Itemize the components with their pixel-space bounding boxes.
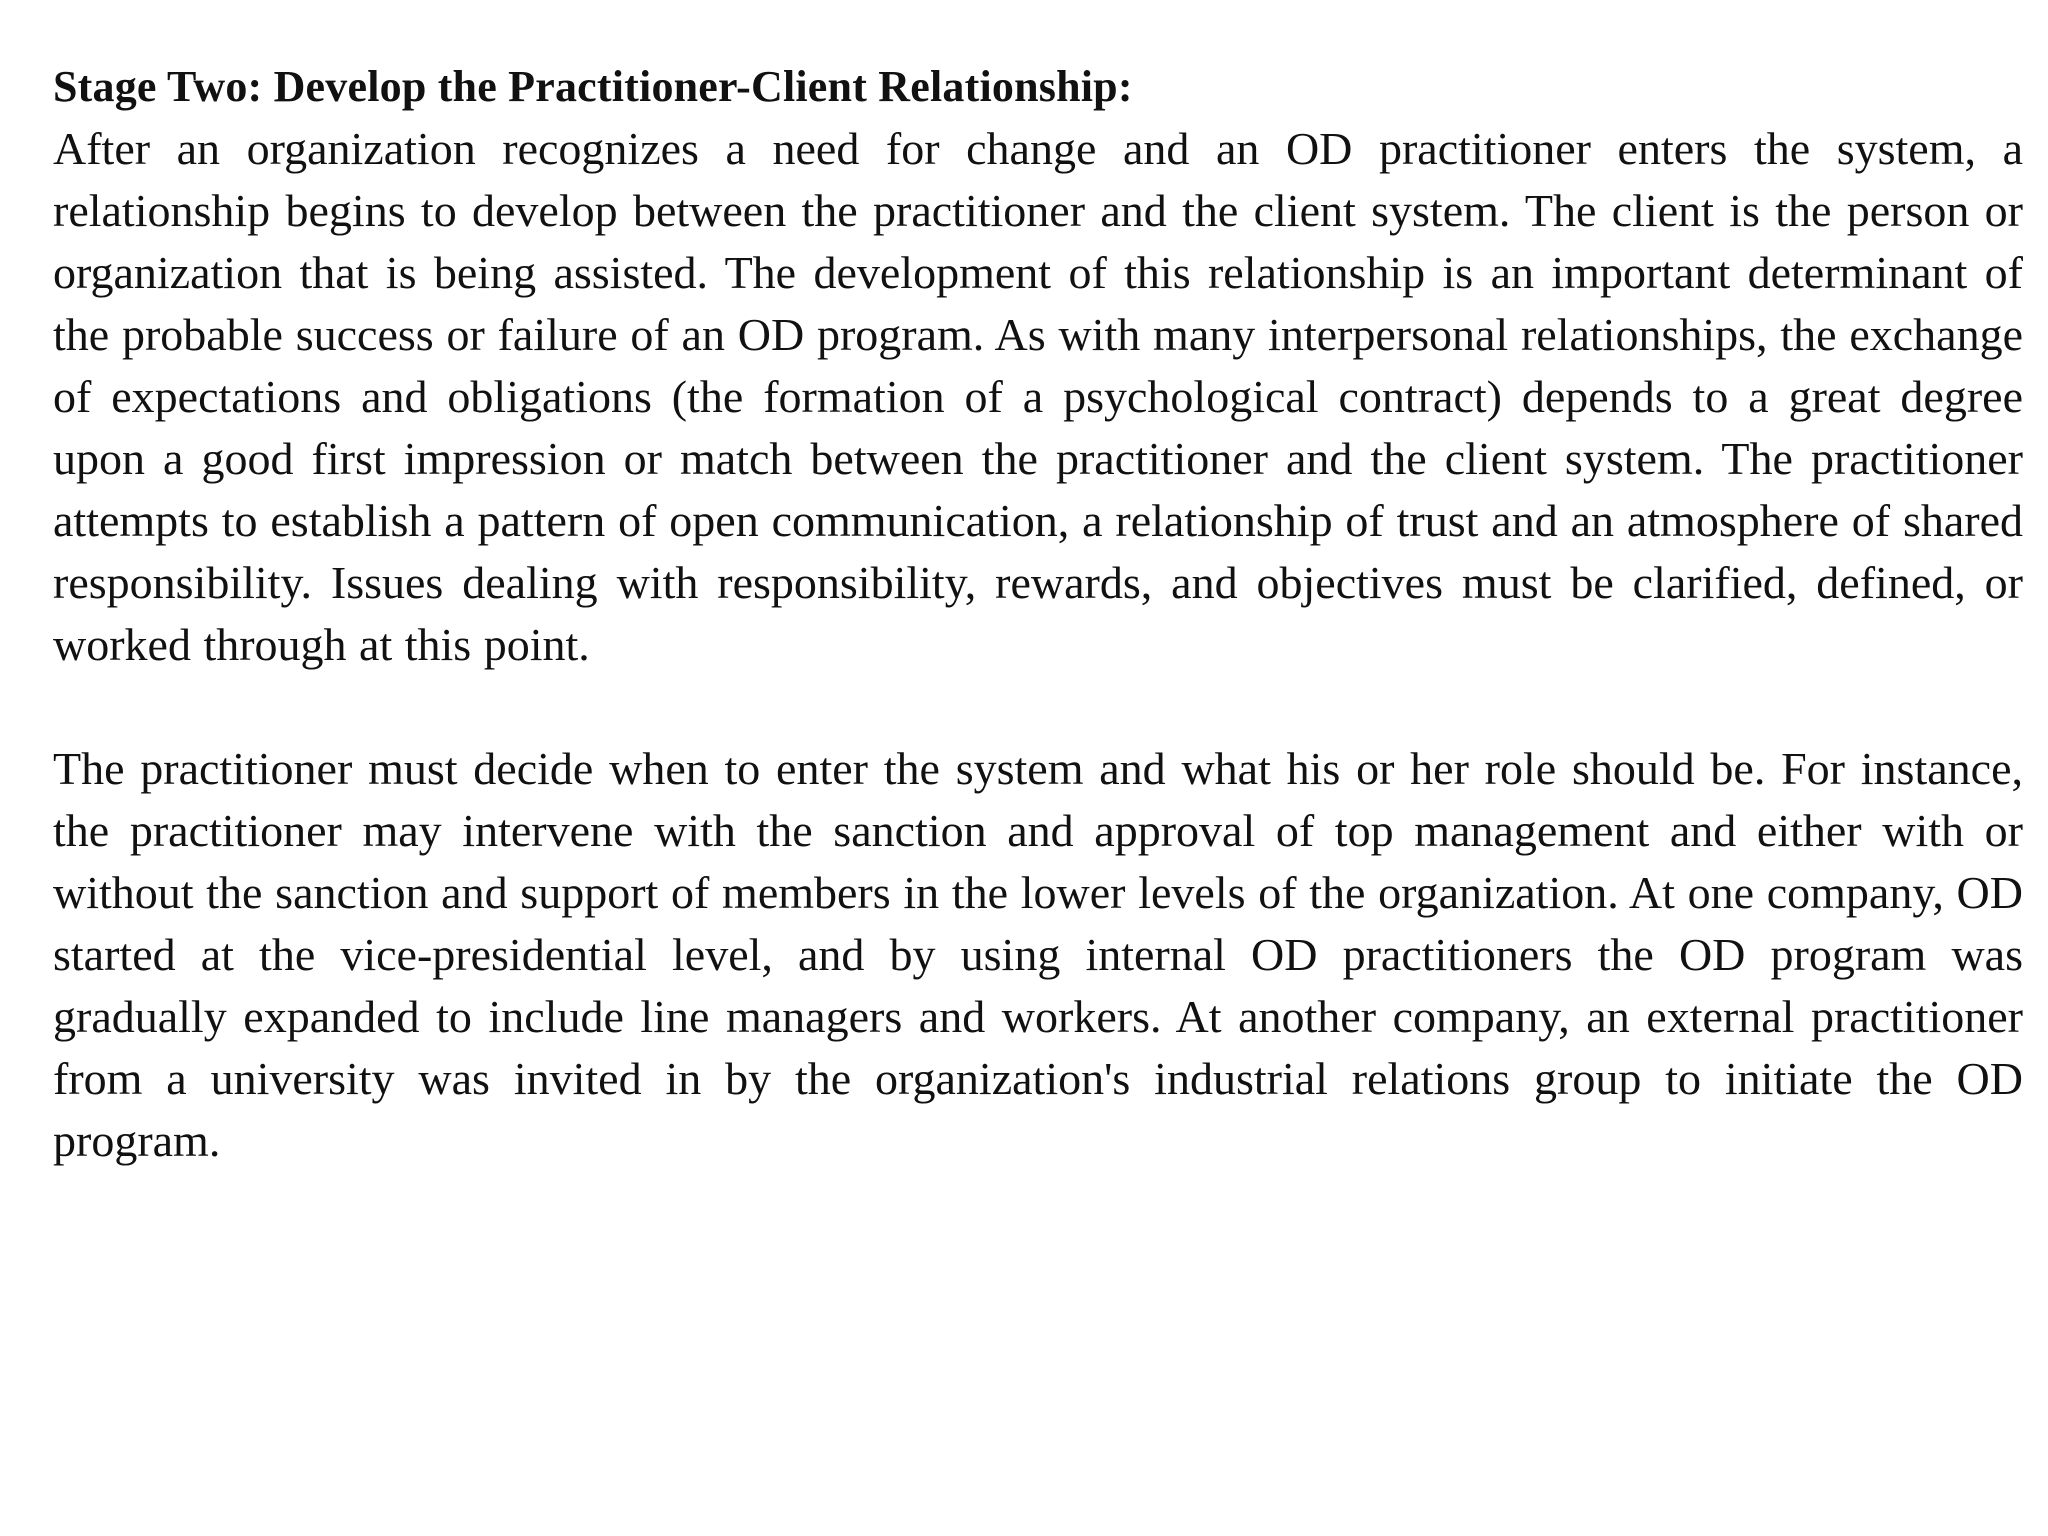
section-heading: Stage Two: Develop the Practitioner-Client Relationship: (53, 62, 1133, 111)
paragraph-2: The practitioner must decide when to enter the system and what his or her role should be. For instance, the practitioner may intervene with the sanction and approval of top management and either with or without the sanction and support of members in the lower levels of the organization. At one company, OD started at the vice-presidential level, and by using internal OD practitioners the OD program was gradually expanded to include line managers and workers. At another company, an external practitioner from a university was invited in by the organization's industrial relations group to initiate the OD program. (53, 743, 2023, 1166)
paragraph-1: After an organization recognizes a need for change and an OD practitioner enters the system, a relationship begins to develop between the practitioner and the client system. The client is the person or organization that is being assisted. The development of this relationship is an important determinant of the probable success or failure of an OD program. As with many interpersonal relationships, the exchange of expectations and obligations (the formation of a psychological contract) depends to a great degree upon a good first impression or match between the practitioner and the client system. The practitioner attempts to establish a pattern of open communication, a relationship of trust and an atmosphere of shared responsibility. Issues dealing with responsibility, rewards, and objectives must be clarified, defined, or worked through at this point. (53, 123, 2023, 670)
document-page (53, 56, 2023, 1172)
